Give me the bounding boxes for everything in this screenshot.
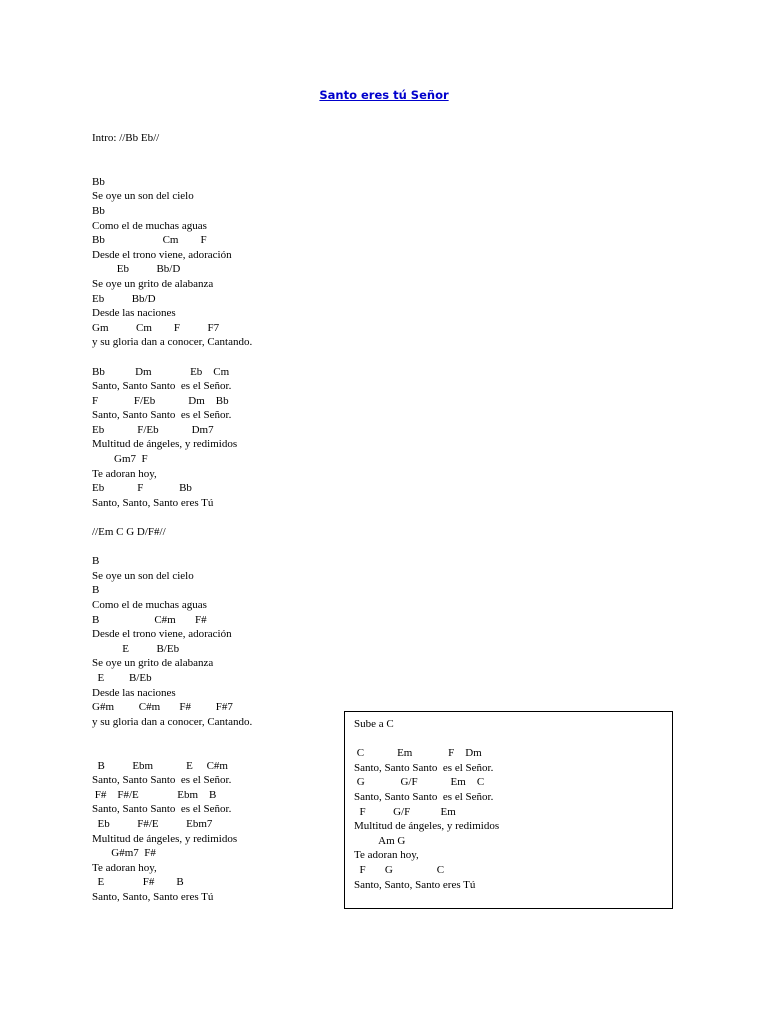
box-line: Santo, Santo, Santo eres Tú — [354, 878, 476, 891]
lyrics-column — [92, 131, 352, 904]
lyric-line — [92, 729, 352, 744]
lyric-line: E F# B — [92, 876, 184, 889]
lyric-line: B C#m F# — [92, 613, 207, 626]
box-line: C Em F Dm — [354, 747, 482, 760]
box-line — [354, 732, 499, 747]
lyric-line: y su gloria dan a conocer, Cantando. — [92, 336, 253, 349]
lyric-line: Gm Cm F F7 — [92, 321, 220, 334]
lyric-line: Desde las naciones — [92, 686, 176, 699]
lyric-line: Gm7 F — [92, 453, 148, 466]
lyric-line: Eb Bb/D — [92, 263, 181, 276]
lyric-line: F F/Eb Dm Bb — [92, 394, 229, 407]
lyric-line: E B/Eb — [92, 671, 152, 684]
lyric-line: G#m7 F# — [92, 847, 156, 860]
lyric-line: Bb Cm F — [92, 234, 207, 247]
song-title[interactable]: Santo eres tú Señor — [319, 88, 449, 102]
lyric-line: Te adoran hoy, — [92, 467, 157, 480]
lyric-line — [92, 146, 352, 161]
lyric-line: Multitud de ángeles, y redimidos — [92, 832, 238, 845]
lyric-line: Se oye un grito de alabanza — [92, 657, 214, 670]
lyric-line — [92, 540, 352, 555]
lyric-line: G#m C#m F# F#7 — [92, 701, 233, 714]
lyric-line — [92, 350, 352, 365]
lyric-line: Santo, Santo Santo es el Señor. — [92, 380, 232, 393]
lyric-line: E B/Eb — [92, 642, 180, 655]
box-line: F G C — [354, 863, 445, 876]
lyric-line: Te adoran hoy, — [92, 861, 157, 874]
lyric-line: B Ebm E C#m — [92, 759, 228, 772]
lyric-line: Santo, Santo Santo es el Señor. — [92, 774, 232, 787]
box-line: Te adoran hoy, — [354, 849, 419, 862]
lyric-line: Se oye un son del cielo — [92, 569, 194, 582]
lyric-line: Eb F/Eb Dm7 — [92, 423, 214, 436]
lyric-line: Eb F#/E Ebm7 — [92, 817, 213, 830]
box-line: Sube a C — [354, 718, 394, 730]
lyric-line: Se oye un son del cielo — [92, 190, 194, 203]
lyric-line: Se oye un grito de alabanza — [92, 277, 214, 290]
box-line: F G/F Em — [354, 805, 456, 818]
lyric-line: Eb Bb/D — [92, 292, 156, 305]
box-line: G G/F Em C — [354, 776, 485, 789]
lyric-line: Bb — [92, 175, 105, 188]
lyric-line: B — [92, 584, 100, 597]
key-change-box — [344, 711, 673, 909]
lyric-line — [92, 160, 352, 175]
lyric-line: Desde las naciones — [92, 307, 176, 320]
lyric-line: Eb F Bb — [92, 482, 192, 495]
lyric-line — [92, 744, 352, 759]
box-line: Santo, Santo Santo es el Señor. — [354, 761, 494, 774]
lyric-line: Desde el trono viene, adoración — [92, 248, 232, 261]
lyric-line: Intro: //Bb Eb// — [92, 132, 160, 144]
box-line: Am G — [354, 834, 406, 847]
lyric-line: Santo, Santo, Santo eres Tú — [92, 890, 214, 903]
lyric-line: Desde el trono viene, adoración — [92, 628, 232, 641]
box-line: Multitud de ángeles, y redimidos — [354, 820, 500, 833]
lyric-line: B — [92, 555, 100, 568]
key-change-content — [354, 717, 499, 892]
box-line: Santo, Santo Santo es el Señor. — [354, 790, 494, 803]
lyric-line: F# F#/E Ebm B — [92, 788, 217, 801]
lyric-line: Multitud de ángeles, y redimidos — [92, 438, 238, 451]
lyric-line — [92, 510, 352, 525]
lyric-line: Como el de muchas aguas — [92, 219, 207, 232]
lyric-line: Santo, Santo, Santo eres Tú — [92, 496, 214, 509]
lyric-line: Como el de muchas aguas — [92, 599, 207, 611]
lyric-line: Bb — [92, 204, 105, 217]
lyric-line: //Em C G D/F#// — [92, 526, 166, 539]
lyric-line: Santo, Santo Santo es el Señor. — [92, 803, 232, 816]
lyric-line: y su gloria dan a conocer, Cantando. — [92, 715, 253, 728]
lyric-line: Bb Dm Eb Cm — [92, 365, 230, 378]
lyric-line: Santo, Santo Santo es el Señor. — [92, 409, 232, 422]
